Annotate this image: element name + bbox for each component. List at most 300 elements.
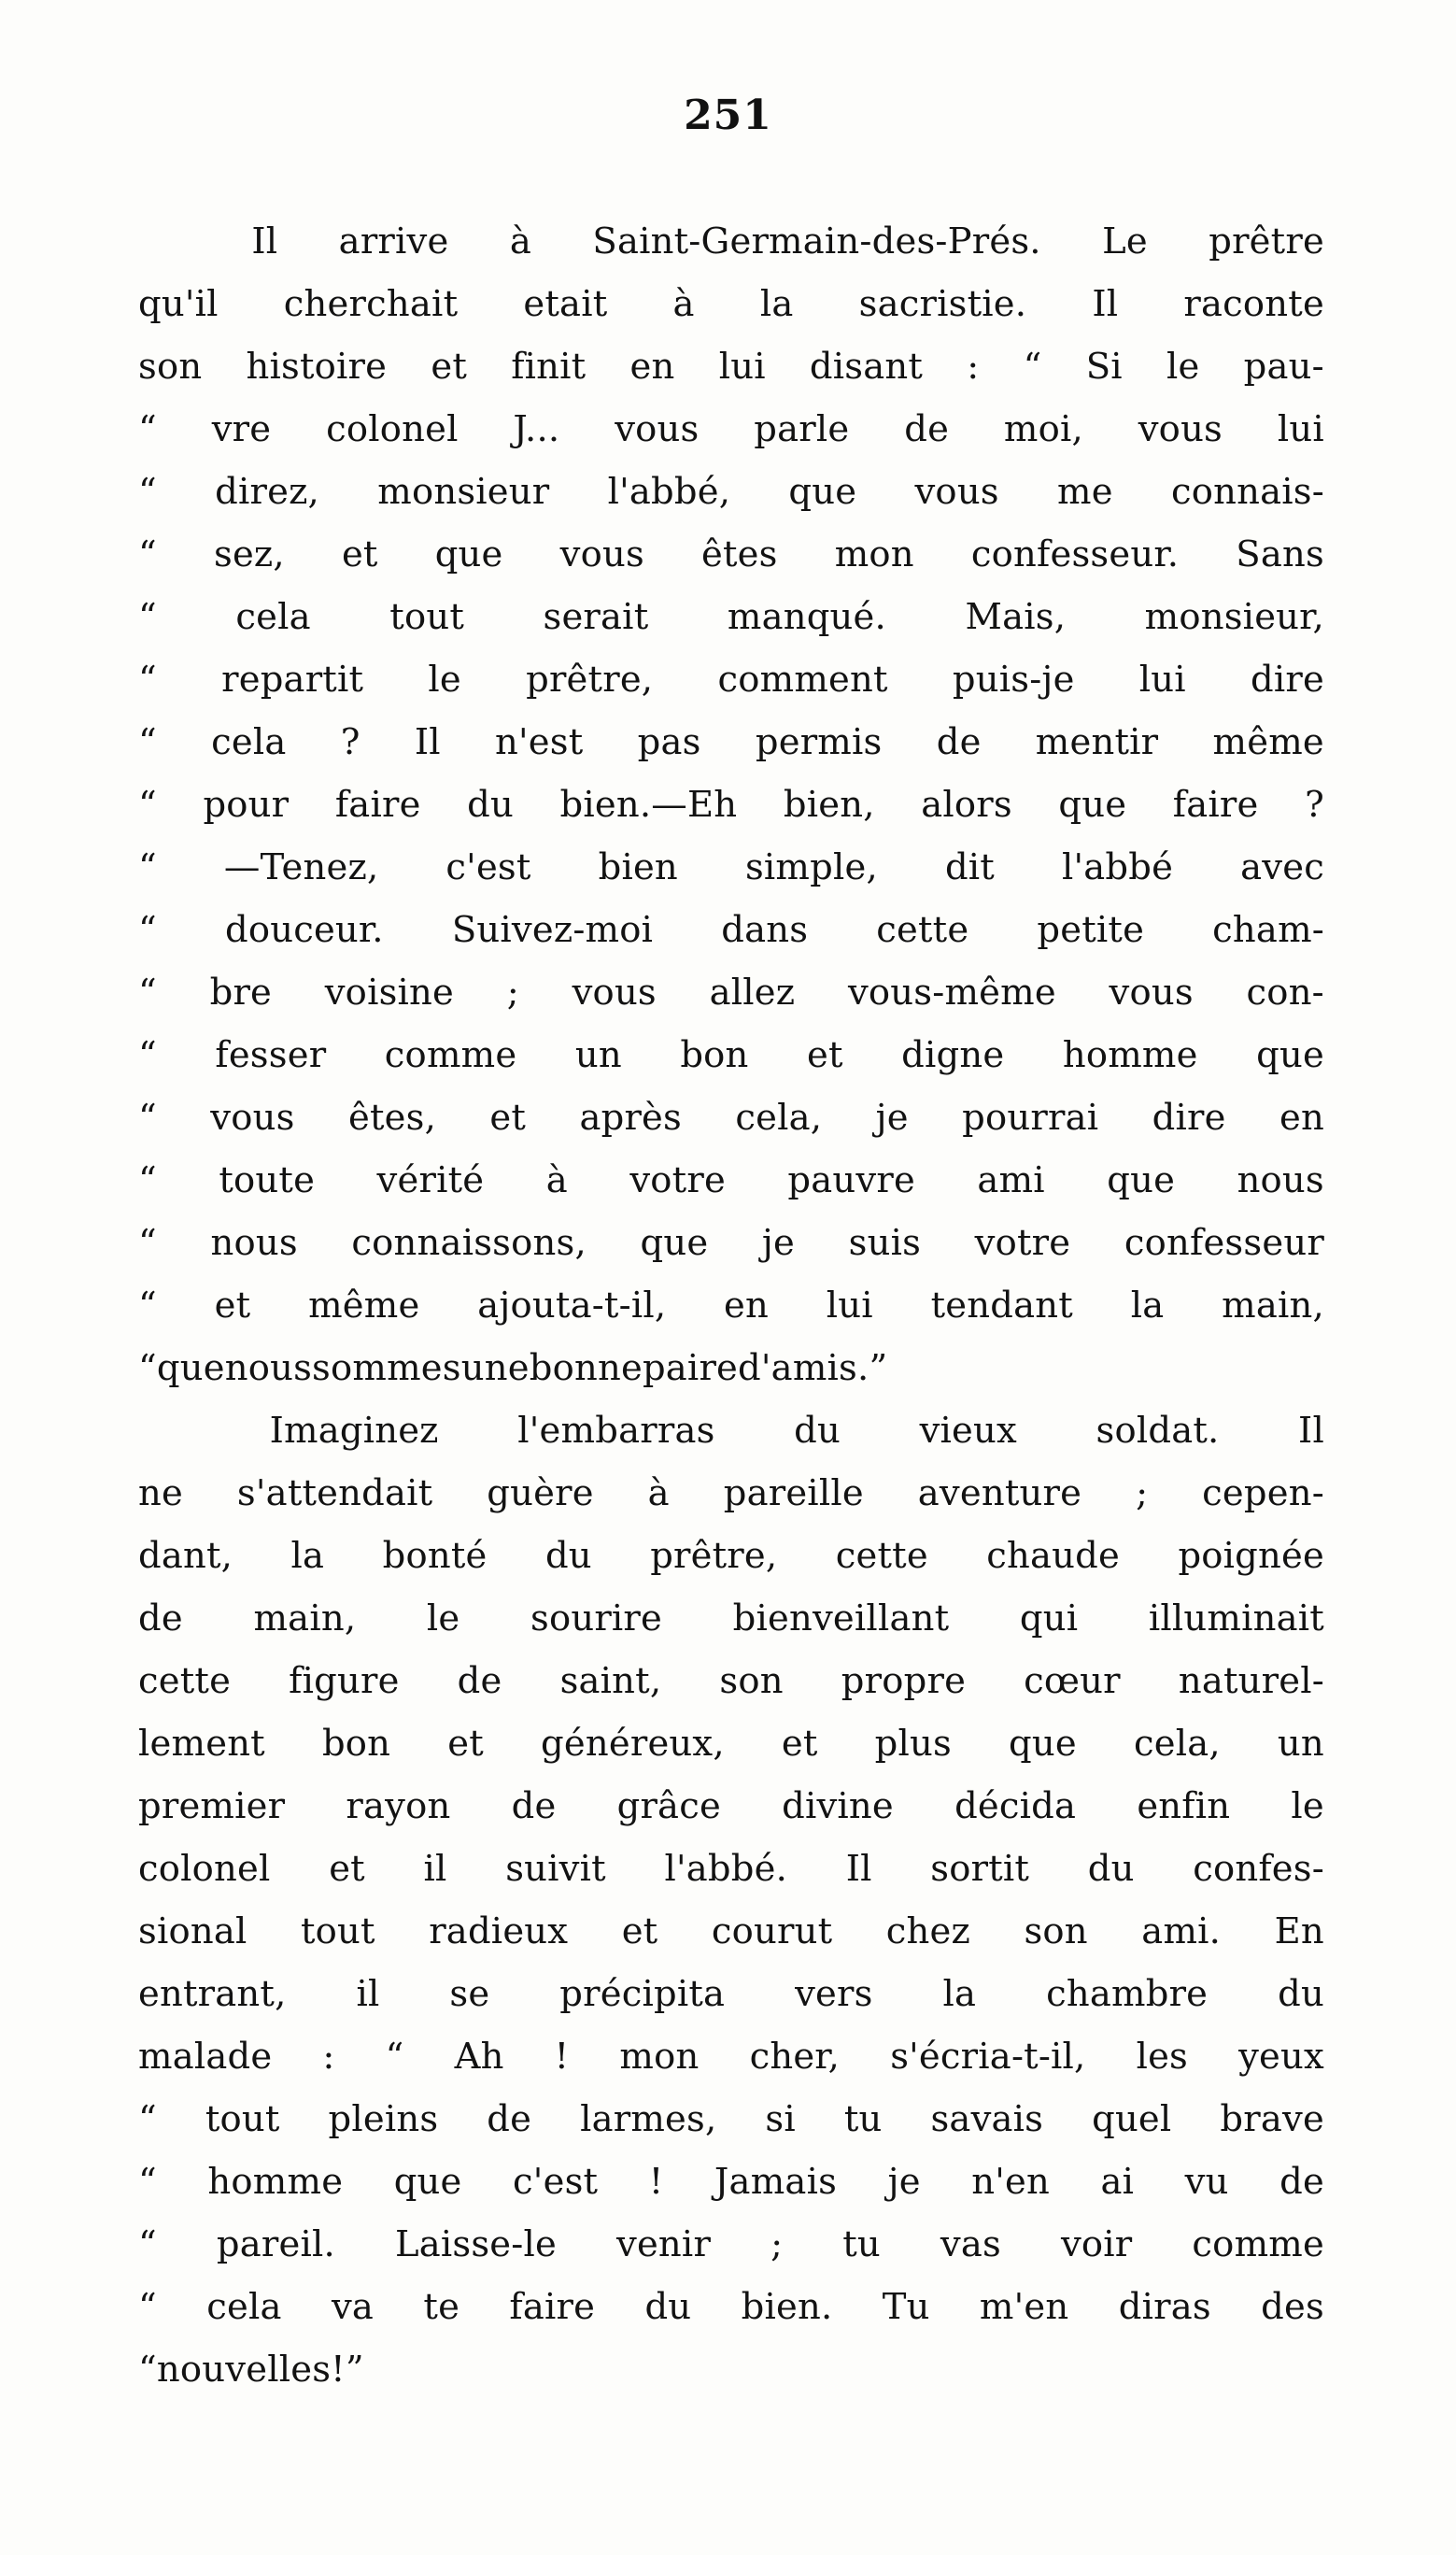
word: poignée [1178,1535,1324,1577]
word: naturel- [1178,1660,1324,1702]
word: te [423,2286,460,2328]
word: votre [629,1159,726,1201]
word: “ [138,533,157,575]
word: “ [138,909,157,951]
word: vas [940,2223,1001,2265]
word: tendant [930,1285,1073,1327]
word: une [460,1347,530,1389]
word: “ [138,1222,157,1264]
word: de [511,1785,557,1827]
word: “ [138,1347,157,1389]
word: colonel [326,408,459,450]
word: avec [1240,846,1324,888]
word: le [1291,1785,1324,1827]
word: tout [389,596,464,638]
word: Si [1085,346,1123,388]
word: ; [770,2223,784,2265]
text-line [138,2213,1324,2276]
word: le [428,659,461,701]
word: chaude [986,1535,1121,1577]
word: confes- [1193,1848,1324,1890]
word: à [672,283,695,325]
word: mentir [1035,721,1159,763]
word: la [759,283,794,325]
word: Mais, [965,596,1067,638]
word: fesser [215,1034,327,1076]
word: de [1279,2161,1324,2203]
word: Il [1298,1410,1324,1452]
word: son [719,1660,784,1702]
word: paire [642,1347,739,1389]
word: la [290,1535,325,1577]
text-line [138,1212,1324,1274]
word: bre [209,972,273,1014]
word: tu [842,2223,881,2265]
text-line [138,1462,1324,1525]
word: et [807,1034,843,1076]
word: cela, [1133,1723,1221,1765]
word: pauvre [787,1159,915,1201]
word: l'embarras [517,1410,715,1452]
word: monsieur, [1144,596,1324,638]
word: main, [1222,1285,1324,1327]
word: vu [1184,2161,1229,2203]
word: premier [138,1785,286,1827]
word: cherchait [283,283,459,325]
word: pareil. [216,2223,335,2265]
word: guère [487,1472,594,1514]
word: vous [210,1097,295,1139]
word: n'en [971,2161,1050,2203]
word: votre [974,1222,1071,1264]
word: quel [1092,2098,1172,2140]
word: allez [709,972,796,1014]
word: petite [1037,909,1145,951]
word: Il [1092,283,1119,325]
word: brave [1220,2098,1324,2140]
word: pour [203,784,290,826]
text-line [138,961,1324,1024]
word: tu [843,2098,883,2140]
word: J... [513,408,560,450]
word: cœur [1024,1660,1121,1702]
word: “ [138,471,157,513]
word: même [308,1285,420,1327]
text-line [138,711,1324,774]
word: cette [835,1535,928,1577]
word: “ [138,2223,157,2265]
word: “ [138,784,157,826]
word: en [1279,1097,1324,1139]
word: comme [1192,2223,1324,2265]
word: je [875,1097,909,1139]
word: je [887,2161,921,2203]
word: monsieur [377,471,550,513]
word: confesseur. [970,533,1180,575]
word: bonne [529,1347,643,1389]
text-line [138,273,1324,335]
word: prêtre, [526,659,654,701]
word: tout [205,2098,280,2140]
word: rayon [346,1785,451,1827]
text-line [138,2338,1324,2401]
word: comme [384,1034,517,1076]
text-line [138,398,1324,461]
word: décida [954,1785,1077,1827]
word: Suivez-moi [451,909,654,951]
word: vous-même [847,972,1056,1014]
word: êtes, [347,1097,437,1139]
word: bienveillant [732,1597,950,1639]
word: prêtre, [650,1535,778,1577]
word: nous [1237,1159,1324,1201]
word: vous [914,471,999,513]
word: “ [138,846,157,888]
word: mon [619,2036,700,2078]
word: toute [219,1159,316,1201]
word: vous [559,533,644,575]
word: ” [869,1347,888,1389]
word: “ [138,2286,157,2328]
text-line [138,1024,1324,1086]
word: pas [637,721,701,763]
text-line [138,586,1324,648]
word: du [794,1410,841,1452]
text-line [138,1712,1324,1775]
text-line [138,335,1324,398]
text-line [138,2088,1324,2150]
word: ? [1305,784,1324,826]
word: soldat. [1096,1410,1220,1452]
word: aventure [917,1472,1082,1514]
word: “ [138,1097,157,1139]
word: sortit [930,1848,1030,1890]
word: un [574,1034,622,1076]
word: d'amis. [738,1347,869,1389]
word: et [489,1097,527,1139]
word: prêtre [1209,220,1324,263]
word: ; [506,972,519,1014]
word: les [1136,2036,1189,2078]
word: enfin [1137,1785,1231,1827]
word: ai [1100,2161,1135,2203]
word: malade [138,2036,273,2078]
word: Il [845,1848,872,1890]
word: précipita [559,1973,726,2015]
text-line [138,1838,1324,1900]
word: et [431,346,467,388]
word: repartit [221,659,364,701]
word: un [1277,1723,1324,1765]
word: ; [1136,1472,1149,1514]
word: et [214,1285,251,1327]
word: sommes [312,1347,461,1389]
word: vieux [919,1410,1017,1452]
word: radieux [429,1910,569,1952]
word: cham- [1212,909,1324,951]
word: dant, [138,1535,233,1577]
word: s'écria-t-il, [890,2036,1086,2078]
word: permis [755,721,883,763]
word: “ [138,1034,157,1076]
word: en [629,346,675,388]
word: grâce [616,1785,721,1827]
word: Saint-Germain-des-Prés. [592,220,1041,263]
line-indent [138,1399,191,1462]
word: en [724,1285,770,1327]
word: faire [509,2286,596,2328]
word: courut [711,1910,833,1952]
word: “ [138,2098,157,2140]
word: pleins [328,2098,439,2140]
text-line [138,523,1324,586]
word: faire [1172,784,1259,826]
word: Imaginez [269,1410,439,1452]
word: “ [138,2349,157,2391]
word: dit [944,846,995,888]
paragraph-2 [138,1399,1324,2401]
word: : [967,346,980,388]
word: que [640,1222,709,1264]
word: entrant, [138,1973,287,2015]
word: ne [138,1472,183,1514]
word: “ [138,2161,157,2203]
word: plus [874,1723,952,1765]
word: vous [1138,408,1223,450]
word: que [1256,1034,1324,1076]
word: Le [1102,220,1148,263]
word: s'attendait [236,1472,433,1514]
word: se [449,1973,490,2015]
word: diras [1118,2286,1211,2328]
word: que [393,2161,462,2203]
word: Il [414,721,441,763]
word: et [329,1848,365,1890]
word: savais [930,2098,1044,2140]
word: disant [809,346,924,388]
word: la [942,1973,977,2015]
word: lui [826,1285,873,1327]
word: sourire [530,1597,663,1639]
text-line [138,836,1324,899]
word: lement [138,1723,265,1765]
word: voisine [324,972,455,1014]
text-line [138,1650,1324,1712]
word: que [788,471,857,513]
word: et [447,1723,484,1765]
text-line [138,2276,1324,2338]
word: figure [289,1660,400,1702]
word: sacristie. [858,283,1027,325]
word: illuminait [1148,1597,1324,1639]
paragraph-1 [138,210,1324,1399]
word: l'abbé, [607,471,731,513]
word: si [765,2098,796,2140]
word: qu'il [138,283,219,325]
word: cette [876,909,969,951]
word: le [426,1597,460,1639]
word: manqué. [727,596,886,638]
word: En [1274,1910,1324,1952]
text-line [138,1337,1324,1399]
word: c'est [513,2161,599,2203]
word: Laisse-le [394,2223,557,2265]
word: raconte [1183,283,1324,325]
word: vre [211,408,272,450]
text-line [138,899,1324,961]
word: dans [721,909,809,951]
word: histoire [246,346,388,388]
word: “ [138,408,157,450]
text-line [138,1587,1324,1650]
word: finit [511,346,587,388]
text-line [138,1399,1324,1462]
word: m'en [979,2286,1069,2328]
word: même [1212,721,1324,763]
text-line [138,1900,1324,1963]
word: du [1087,1848,1135,1890]
word: bon [680,1034,749,1076]
word: “ [138,596,157,638]
word: bonté [382,1535,488,1577]
text-line [138,1086,1324,1149]
word: à [509,220,532,263]
word: de [487,2098,532,2140]
word: il [423,1848,447,1890]
word: n'est [495,721,584,763]
word: des [1261,2286,1324,2328]
word: du [544,1535,592,1577]
word: qui [1019,1597,1079,1639]
word: “ [138,1159,157,1201]
word: dire [1152,1097,1226,1139]
word: simple, [744,846,878,888]
word: cela, [735,1097,823,1139]
word: généreux, [541,1723,725,1765]
word: “ [138,659,157,701]
word: pourrai [962,1097,1099,1139]
word: dire [1251,659,1324,701]
word: bien.—Eh [559,784,738,826]
page-body [138,210,1324,2401]
word: du [467,784,514,826]
word: c'est [445,846,531,888]
text-line [138,2025,1324,2088]
word: comment [717,659,888,701]
word: le [1166,346,1200,388]
word: suivit [505,1848,606,1890]
word: de [936,721,982,763]
word: êtes [701,533,778,575]
word: douceur. [224,909,384,951]
word: larmes, [580,2098,717,2140]
word: cepen- [1202,1472,1324,1514]
word: et [341,533,378,575]
word: con- [1246,972,1324,1014]
word: l'abbé [1061,846,1174,888]
word: faire [334,784,421,826]
word: l'abbé. [664,1848,788,1890]
word: sez, [213,533,285,575]
word: Ah [454,2036,504,2078]
word: homme [207,2161,344,2203]
word: connais- [1170,471,1324,513]
word: etait [523,283,608,325]
word: : [322,2036,335,2078]
word: du [644,2286,692,2328]
word: du [1278,1973,1324,2015]
word: arrive [338,220,449,263]
word: il [356,1973,380,2015]
page-number: 251 [684,92,772,139]
word: alors [921,784,1012,826]
word: !” [331,2349,364,2391]
word: que [1107,1159,1176,1201]
word: propre [841,1660,967,1702]
word: nous [224,1347,313,1389]
word: son [1024,1910,1088,1952]
word: Tu [882,2286,930,2328]
word: me [1057,471,1113,513]
word: chez [885,1910,970,1952]
word: de [457,1660,502,1702]
word: —Tenez, [223,846,379,888]
word: parle [754,408,850,450]
text-line [138,1149,1324,1212]
word: digne [901,1034,1005,1076]
word: bon [321,1723,391,1765]
word: après [579,1097,682,1139]
word: à [545,1159,568,1201]
text-line [138,1525,1324,1587]
word: nous [210,1222,298,1264]
word: cela [235,596,311,638]
word: vous [1109,972,1194,1014]
word: lui [1277,408,1324,450]
word: vous [615,408,700,450]
word: connaissons, [351,1222,587,1264]
word: que [156,1347,225,1389]
text-line [138,1775,1324,1838]
word: ajouta-t-il, [477,1285,667,1327]
word: venir [616,2223,712,2265]
text-line [138,648,1324,711]
word: bien [598,846,678,888]
word: bien, [783,784,875,826]
word: Jamais [714,2161,838,2203]
word: moi, [1003,408,1083,450]
word: de [138,1597,183,1639]
word: puis-je [952,659,1075,701]
word: “ [138,721,157,763]
word: “ [1023,346,1042,388]
word: que [1058,784,1127,826]
word: et [781,1723,818,1765]
word: que [1009,1723,1077,1765]
word: suis [848,1222,922,1264]
text-line [138,1274,1324,1337]
word: ! [648,2161,664,2203]
word: à [647,1472,670,1514]
word: va [331,2286,375,2328]
text-line [138,461,1324,523]
word: son [138,346,203,388]
word: Il [251,220,278,263]
word: je [761,1222,796,1264]
word: main, [253,1597,357,1639]
word: lui [1138,659,1186,701]
word: lui [718,346,766,388]
